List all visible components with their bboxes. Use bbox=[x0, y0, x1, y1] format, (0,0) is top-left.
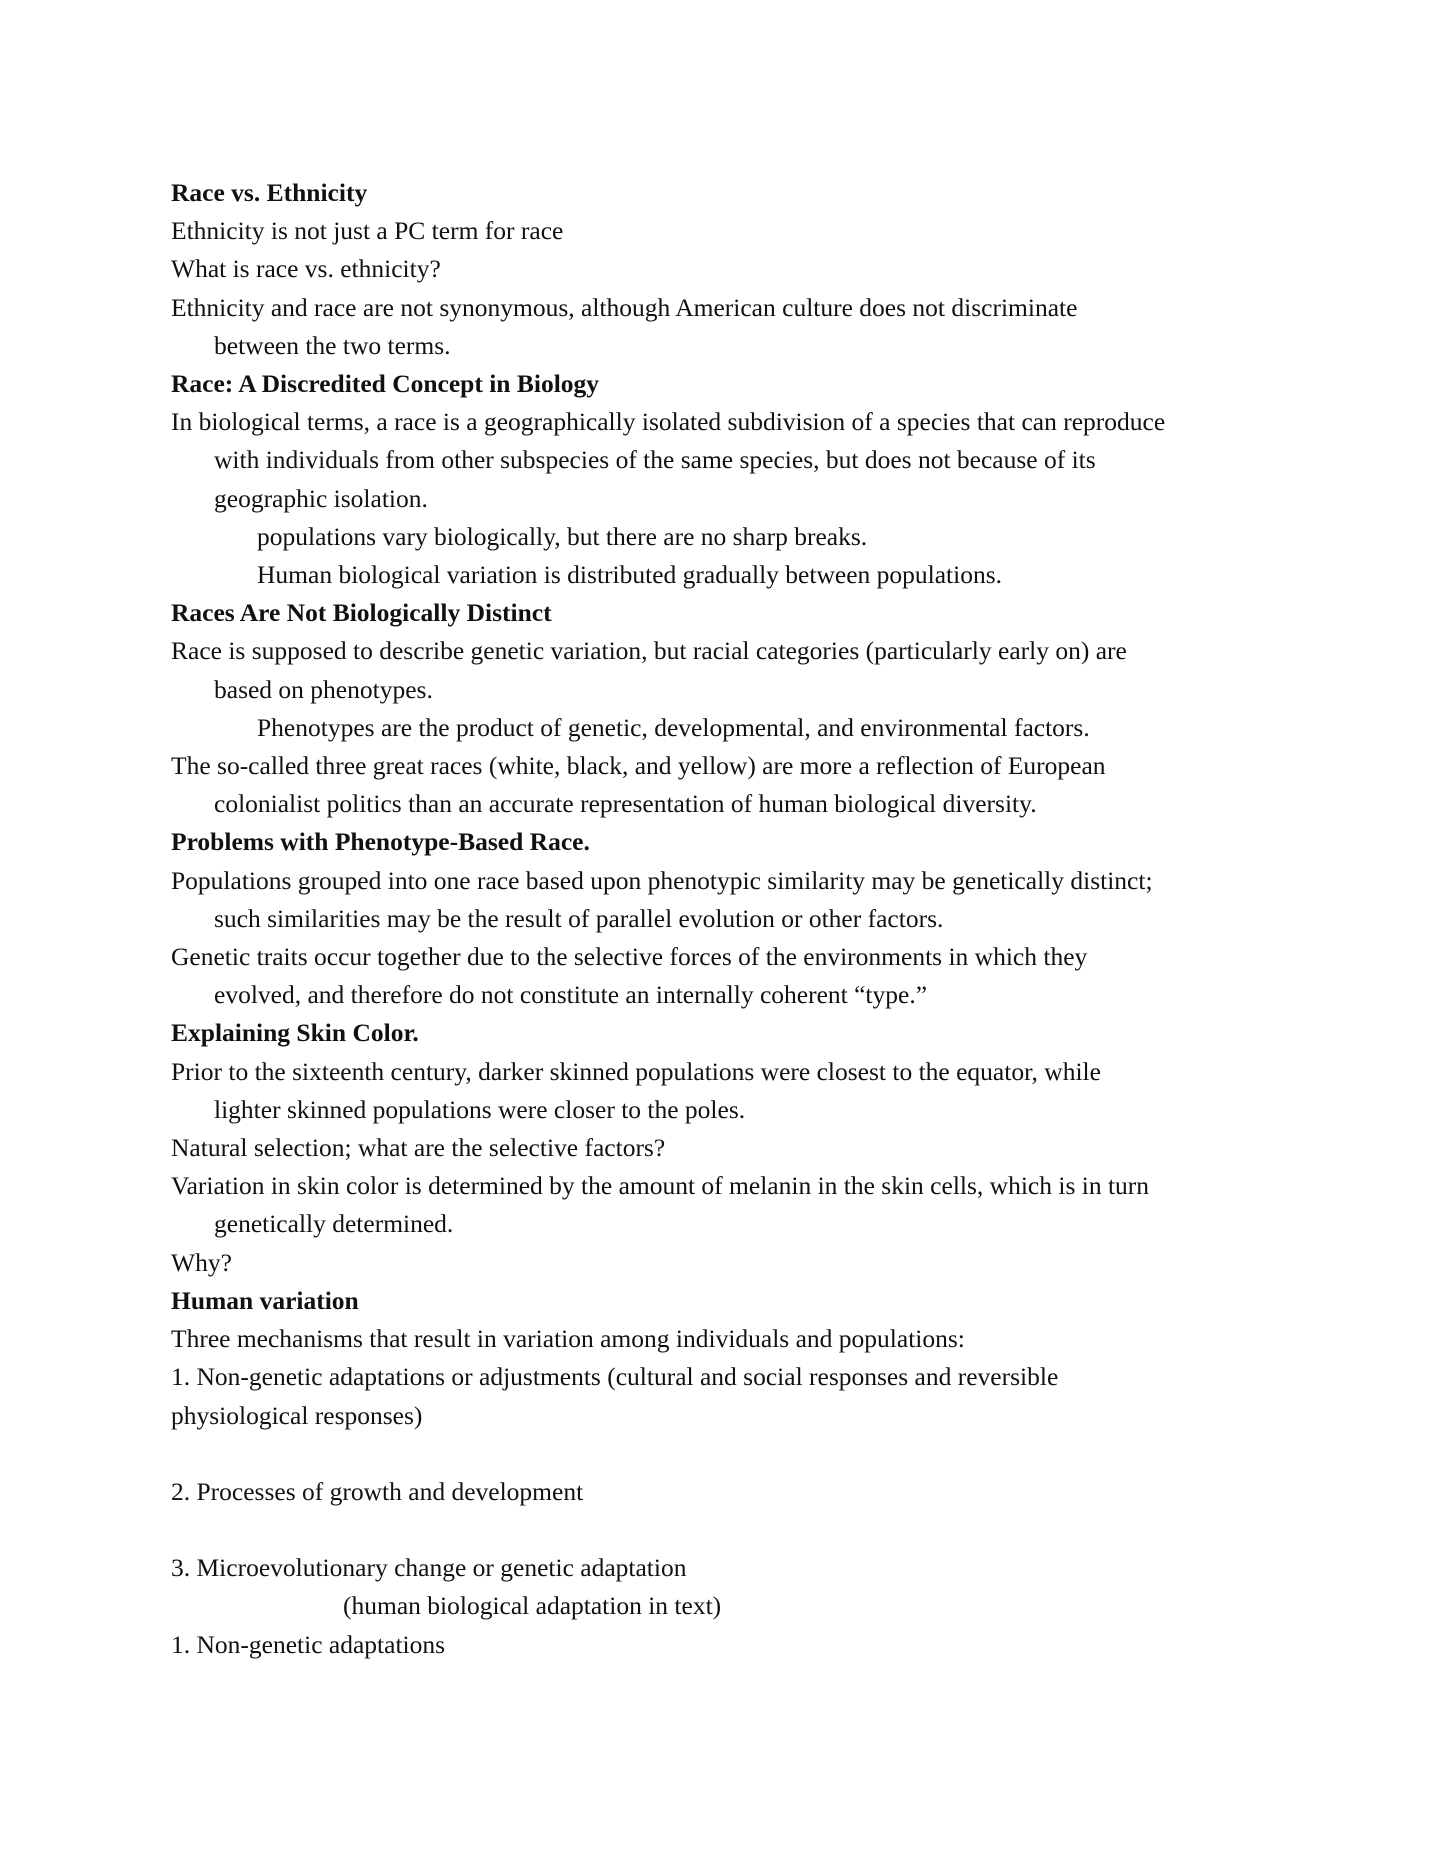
list-item: 3. Microevolutionary change or genetic adaptation bbox=[171, 1553, 687, 1583]
text-line: The so-called three great races (white, black, and yellow) are more a reflection of European bbox=[171, 751, 1106, 781]
text-line: Why? bbox=[171, 1247, 232, 1277]
list-item: 2. Processes of growth and development bbox=[171, 1476, 584, 1506]
section-heading: Races Are Not Biologically Distinct bbox=[171, 598, 552, 628]
text-line: Populations grouped into one race based upon phenotypic similarity may be genetically distinct; bbox=[171, 865, 1153, 895]
section-heading: Human variation bbox=[171, 1285, 359, 1315]
list-item: 1. Non-genetic adaptations bbox=[171, 1629, 446, 1659]
text-line: What is race vs. ethnicity? bbox=[171, 254, 441, 284]
text-line: Race is supposed to describe genetic variation, but racial categories (particularly early on) are bbox=[171, 636, 1127, 666]
section-heading: Problems with Phenotype-Based Race. bbox=[171, 827, 590, 857]
section-heading: Explaining Skin Color. bbox=[171, 1018, 419, 1048]
text-line: Ethnicity is not just a PC term for race bbox=[171, 216, 564, 246]
text-line: Variation in skin color is determined by the amount of melanin in the skin cells, which is in turn bbox=[171, 1171, 1150, 1201]
text-line-continued: such similarities may be the result of parallel evolution or other factors. bbox=[214, 903, 944, 933]
text-line-continued: geographic isolation. bbox=[214, 483, 428, 513]
text-line-continued: evolved, and therefore do not constitute an internally coherent “type.” bbox=[214, 980, 928, 1010]
section-race-vs-ethnicity bbox=[171, 174, 1291, 365]
text-line: Prior to the sixteenth century, darker skinned populations were closest to the equator, while bbox=[171, 1056, 1101, 1086]
text-line-continued: with individuals from other subspecies of the same species, but does not because of its bbox=[214, 445, 1096, 475]
text-line-continued: lighter skinned populations were closer to the poles. bbox=[214, 1094, 746, 1124]
section-heading: Race: A Discredited Concept in Biology bbox=[171, 369, 600, 399]
section-skin-color bbox=[171, 1014, 1291, 1281]
section-discredited-concept bbox=[171, 365, 1291, 594]
text-line-continued: based on phenotypes. bbox=[214, 674, 433, 704]
document-page bbox=[171, 174, 1291, 1664]
text-line: Ethnicity and race are not synonymous, although American culture does not discriminate bbox=[171, 292, 1078, 322]
text-line: Natural selection; what are the selective factors? bbox=[171, 1133, 666, 1163]
sub-point: populations vary biologically, but there are no sharp breaks. bbox=[257, 521, 868, 551]
section-heading: Race vs. Ethnicity bbox=[171, 178, 368, 207]
section-phenotype-problems bbox=[171, 823, 1291, 1014]
section-human-variation bbox=[171, 1282, 1291, 1664]
sub-point: Human biological variation is distributed gradually between populations. bbox=[257, 560, 1003, 590]
list-item-continued: physiological responses) bbox=[171, 1400, 423, 1430]
section-not-distinct bbox=[171, 594, 1291, 823]
text-line: In biological terms, a race is a geographically isolated subdivision of a species that can reproduce bbox=[171, 407, 1166, 437]
text-line: Three mechanisms that result in variation among individuals and populations: bbox=[171, 1324, 965, 1354]
list-item-note: (human biological adaptation in text) bbox=[343, 1591, 722, 1621]
blank-line bbox=[171, 1511, 1291, 1549]
text-line: Genetic traits occur together due to the selective forces of the environments in which they bbox=[171, 942, 1088, 972]
sub-point: Phenotypes are the product of genetic, developmental, and environmental factors. bbox=[257, 712, 1090, 742]
blank-line bbox=[171, 1435, 1291, 1473]
text-line-continued: colonialist politics than an accurate representation of human biological diversity. bbox=[214, 789, 1037, 819]
list-item: 1. Non-genetic adaptations or adjustments (cultural and social responses and reversible bbox=[171, 1362, 1059, 1392]
text-line-continued: between the two terms. bbox=[214, 330, 451, 360]
text-line-continued: genetically determined. bbox=[214, 1209, 454, 1239]
